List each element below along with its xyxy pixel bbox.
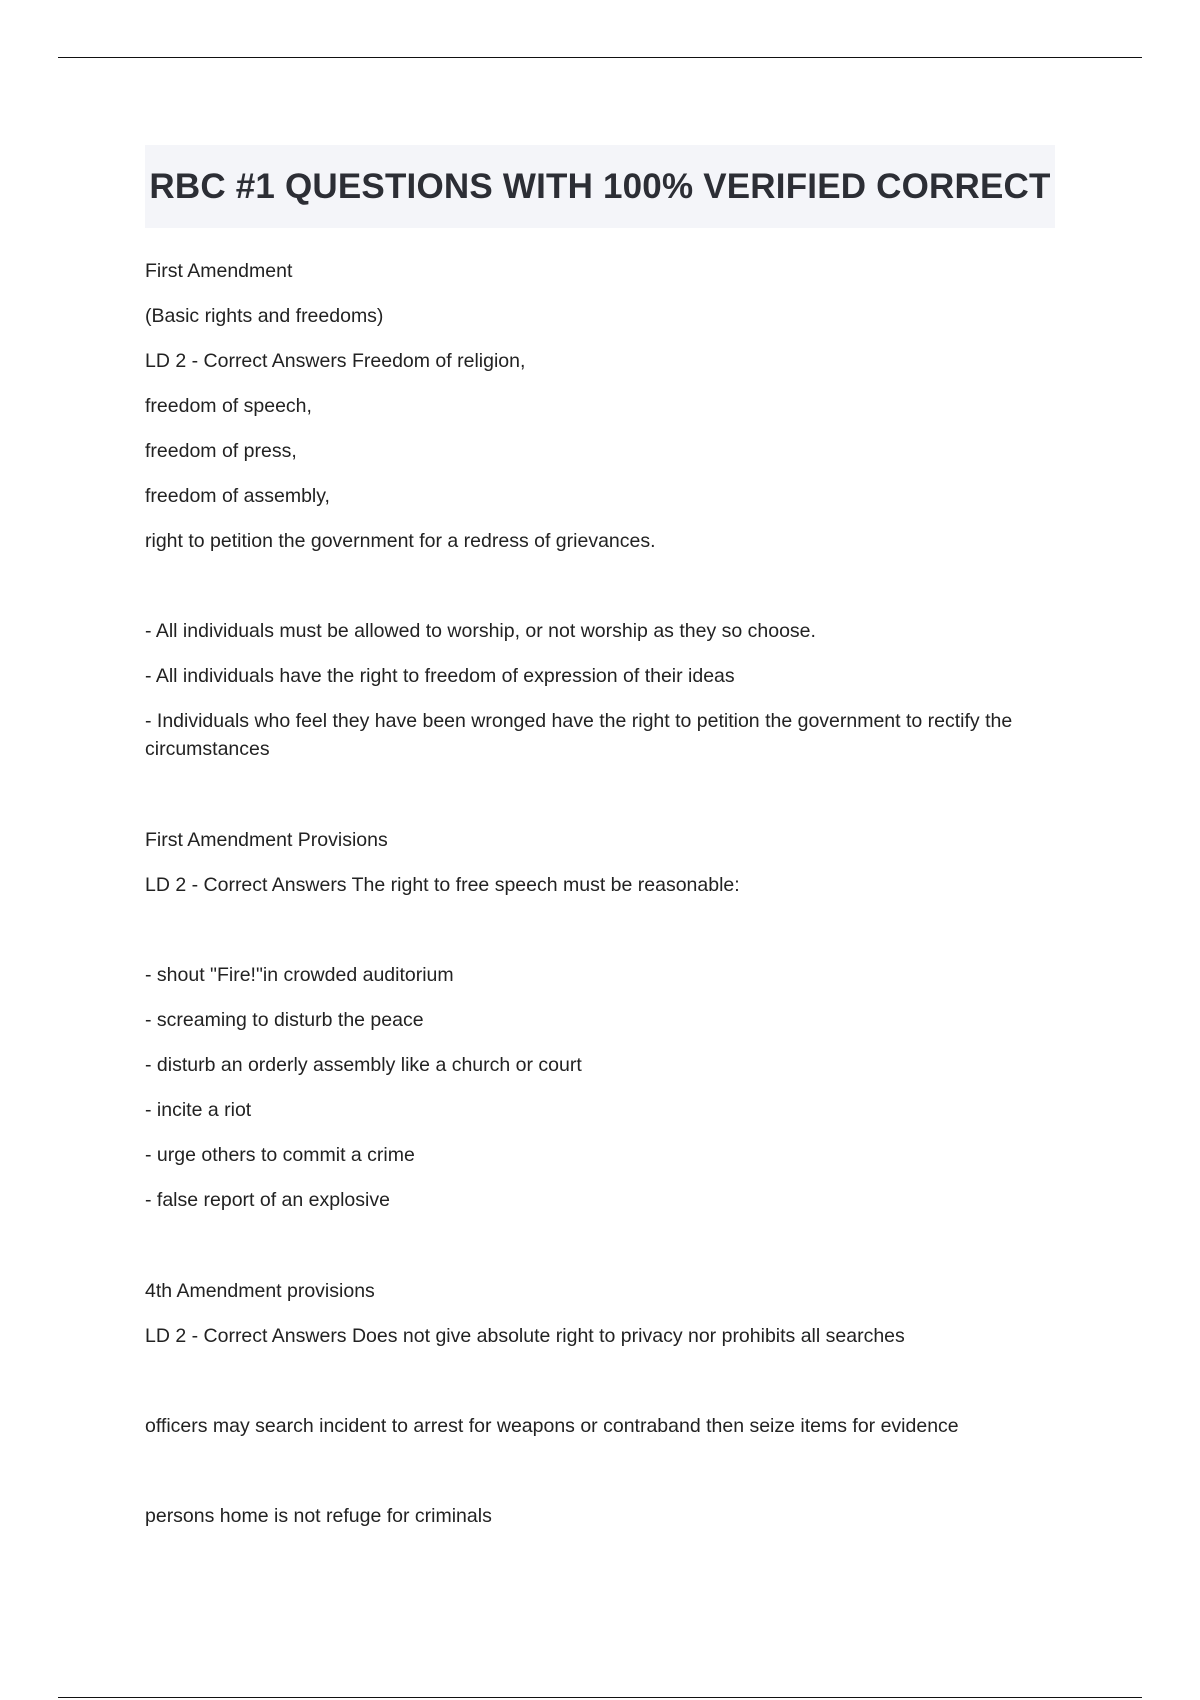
answer-line: right to petition the government for a redress of grievances. (145, 530, 656, 552)
document-title: RBC #1 QUESTIONS WITH 100% VERIFIED CORRECT (149, 167, 1051, 206)
spacer (145, 572, 1045, 617)
question-line: 4th Amendment provisions (145, 1280, 375, 1302)
spacer (145, 916, 1045, 961)
detail-line: - shout "Fire!"in crowded auditorium (145, 964, 454, 986)
bottom-rule (58, 1697, 1142, 1698)
spacer (145, 1457, 1045, 1502)
qa-section-first-amendment-provisions (145, 826, 1045, 1214)
answer-line: LD 2 - Correct Answers Freedom of religion, (145, 350, 526, 372)
detail-line: - incite a riot (145, 1099, 252, 1121)
answer-line: LD 2 - Correct Answers Does not give absolute right to privacy nor prohibits all searches (145, 1325, 905, 1347)
detail-line: officers may search incident to arrest for weapons or contraband then seize items for evidence (145, 1415, 959, 1437)
detail-line: - Individuals who feel they have been wronged have the right to petition the government to rectify the circumstances (145, 710, 1013, 760)
detail-line: persons home is not refuge for criminals (145, 1505, 492, 1527)
detail-line: - disturb an orderly assembly like a church or court (145, 1054, 582, 1076)
detail-line: - false report of an explosive (145, 1189, 390, 1211)
answer-line: freedom of press, (145, 440, 297, 462)
answer-line: freedom of assembly, (145, 485, 330, 507)
document-body (145, 257, 1045, 1547)
answer-line: LD 2 - Correct Answers The right to free speech must be reasonable: (145, 874, 740, 896)
detail-line: - urge others to commit a crime (145, 1144, 415, 1166)
answer-line: freedom of speech, (145, 395, 312, 417)
detail-line: - screaming to disturb the peace (145, 1009, 424, 1031)
question-line: First Amendment (145, 260, 293, 282)
question-line: (Basic rights and freedoms) (145, 305, 384, 327)
spacer (145, 1367, 1045, 1412)
top-rule (58, 57, 1142, 58)
title-banner (145, 145, 1055, 228)
detail-line: - All individuals have the right to freedom of expression of their ideas (145, 665, 735, 687)
spacer (145, 1231, 1045, 1277)
qa-section-fourth-amendment-provisions (145, 1277, 1045, 1530)
spacer (145, 780, 1045, 826)
detail-line: - All individuals must be allowed to worship, or not worship as they so choose. (145, 620, 816, 642)
qa-section-first-amendment (145, 257, 1045, 763)
question-line: First Amendment Provisions (145, 829, 388, 851)
